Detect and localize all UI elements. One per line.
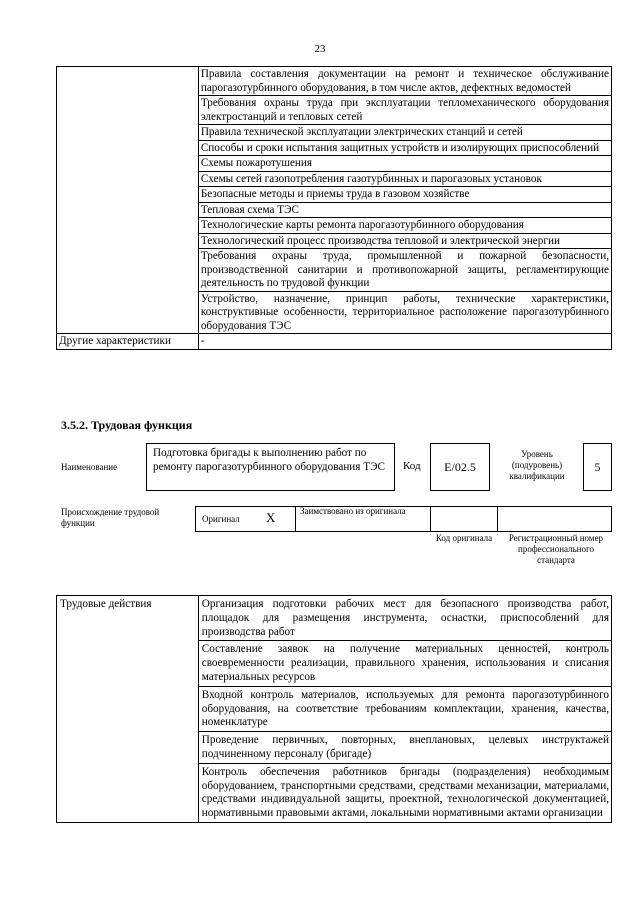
origin-divider (430, 506, 431, 532)
code-value: E/02.5 (444, 459, 476, 474)
skill-item: Технологические карты ремонта парогазотурбинного оборудования (198, 218, 611, 234)
action-item: Составление заявок на получение материальных ценностей, контроль своевременности реализации, правильного хранения, использования и списания материальных ресурсов (198, 641, 611, 686)
skill-item: Правила технической эксплуатации электрических станций и сетей (198, 125, 611, 141)
skill-item: Требования охраны труда при эксплуатации тепломеханического оборудования электростанций и тепловых сетей (198, 96, 611, 125)
page-number: 23 (314, 43, 326, 55)
actions-table (56, 595, 612, 823)
origin-divider (497, 506, 498, 532)
origin-label: Происхождение трудовой функции (61, 507, 160, 528)
action-item: Контроль обеспечения работников бригады (подразделения) необходимым оборудованием, транспортными средствами, средствами механизации, материалами, средствами индивидуальной защиты, проектной, технологической документацией, нормативными правовыми актами, локальными нормативными актами организации (198, 763, 611, 822)
section-heading: 3.5.2. Трудовая функция (61, 418, 193, 432)
other-characteristics-label: Другие характеристики (57, 334, 199, 350)
skill-item: Схемы пожаротушения (198, 156, 611, 172)
skill-item: Тепловая схема ТЭС (198, 202, 611, 218)
name-label: Наименование (61, 462, 118, 472)
borrowed-label: Заимствовано из оригинала (300, 506, 406, 516)
skill-item: Устройство, назначение, принцип работы, технические характеристики, конструктивные особенности, территориальное расположение парогазотурбинного оборудования ТЭС (198, 291, 611, 334)
reg-caption: Регистрационный номер профессионального стандарта (508, 533, 604, 565)
function-name-box (146, 443, 395, 491)
original-mark: X (266, 510, 276, 525)
level-value: 5 (594, 459, 601, 474)
skill-item: Схемы сетей газопотребления газотурбинных и парогазовых установок (198, 171, 611, 187)
skill-item: Технологический процесс производства тепловой и электрической энергии (198, 233, 611, 249)
code-caption: Код оригинала (435, 533, 493, 543)
action-item: Организация подготовки рабочих мест для безопасного производства работ, площадок для размещения инструмента, оснастки, приспособлений для производства работ (198, 596, 611, 641)
actions-label: Трудовые действия (57, 596, 199, 823)
skill-item: Способы и сроки испытания защитных устройств и изолирующих приспособлений (198, 140, 611, 156)
table-row (57, 67, 612, 96)
skill-item: Правила составления документации на ремонт и техническое обслуживание парогазотурбинного оборудования, в том числе актов, дефектных ведомостей (198, 67, 611, 96)
level-label: Уровень (подуровень) квалификации (509, 449, 565, 481)
origin-divider (295, 506, 296, 532)
skill-item: Безопасные методы и приемы труда в газовом хозяйстве (198, 187, 611, 203)
level-box (583, 443, 612, 491)
code-label: Код (403, 460, 421, 472)
code-box (430, 443, 490, 491)
skill-item: Требования охраны труда, промышленной и пожарной безопасности, производственной санитарии и противопожарной защиты, регламентирующие деятельность по трудовой функции (198, 249, 611, 292)
action-item: Входной контроль материалов, используемых для ремонта парогазотурбинного оборудования, на соответствие требованиям комплектации, хранения, качества, номенклатуре (198, 686, 611, 731)
action-item: Проведение первичных, повторных, внеплановых, целевых инструктажей подчиненному персоналу (бригаде) (198, 732, 611, 764)
original-label: Оригинал (202, 514, 240, 524)
table-row (57, 334, 612, 350)
skills-table (56, 66, 612, 350)
table-row (57, 596, 612, 641)
other-characteristics-value: - (198, 334, 611, 350)
function-name-value: Подготовка бригады к выполнению работ по ремонту парогазотурбинного оборудования ТЭС (153, 447, 385, 473)
skills-left-cell (57, 67, 199, 334)
